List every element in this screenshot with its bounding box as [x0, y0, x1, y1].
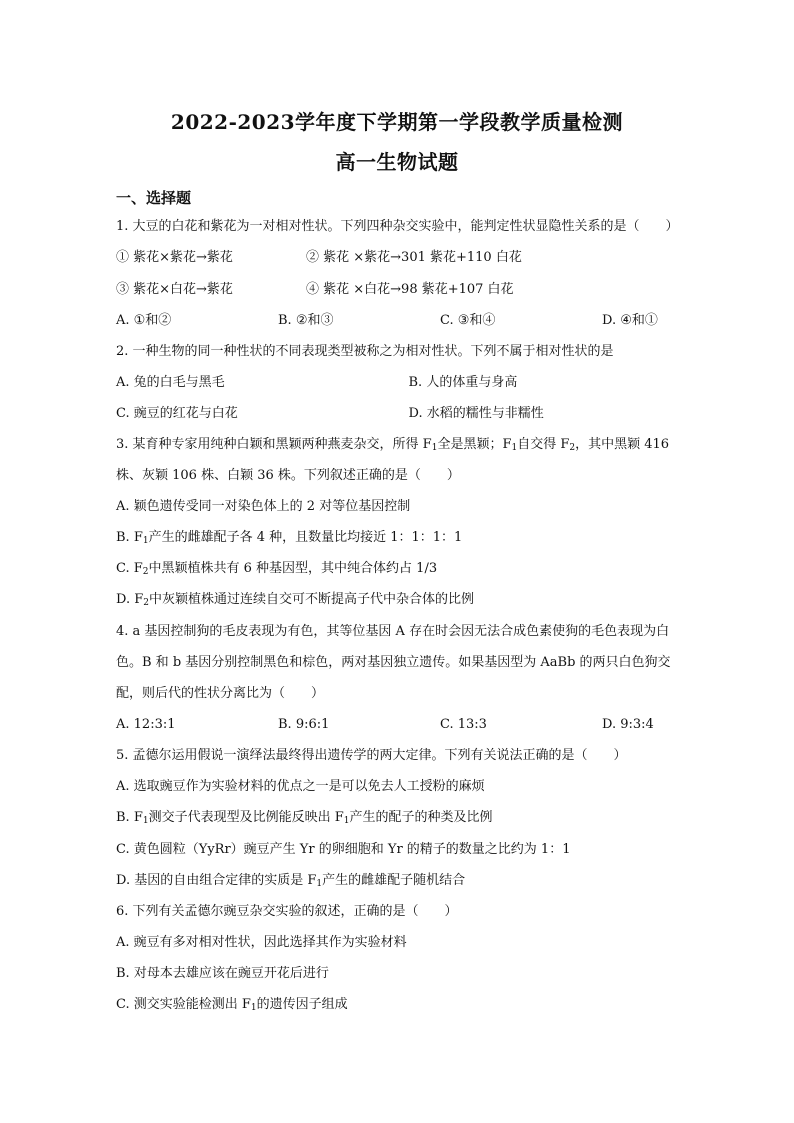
- question-1-option-c: C. ③和④: [440, 313, 496, 328]
- question-1-options: [116, 312, 701, 330]
- question-6-option-b: B. 对母本去雄应该在豌豆开花后进行: [116, 966, 329, 981]
- question-1-item-1: ① 紫花×紫花→紫花: [116, 250, 233, 265]
- question-1-item-4: ④ 紫花 ×白花→98 紫花+107 白花: [306, 282, 514, 297]
- question-1-option-b: B. ②和③: [278, 313, 334, 328]
- question-4-option-d: D. 9:3:4: [602, 717, 654, 732]
- question-6-option-a: A. 豌豆有多对相对性状，因此选择其作为实验材料: [116, 935, 407, 950]
- question-3-option-c: C. $F_2$中黑颖植株共有 6 种基因型，其中纯合体约占 1/3: [116, 561, 438, 577]
- question-4-stem-line-2: 色。B 和 b 基因分别控制黑色和棕色，两对基因独立遗传。如果基因型为 AaBb 的两只白色狗交: [116, 655, 671, 670]
- exam-subtitle: 高一生物试题: [335, 150, 459, 174]
- question-6-stem: 6. 下列有关孟德尔豌豆杂交实验的叙述，正确的是（ ）: [116, 904, 458, 919]
- question-3-option-a: A. 颖色遗传受同一对染色体上的 2 对等位基因控制: [116, 499, 411, 514]
- question-3-option-d: D. $F_2$中灰颖植株通过连续自交可不断提高子代中杂合体的比例: [116, 592, 474, 608]
- question-2-option-d: D. 水稻的糯性与非糯性: [408, 406, 544, 421]
- question-5-option-a: A. 选取豌豆作为实验材料的优点之一是可以免去人工授粉的麻烦: [116, 779, 485, 794]
- question-3-stem-line-1: 3. 某育种专家用纯种白颖和黑颖两种燕麦杂交，所得 $F_1$全是黑颖；$F_1$自交得 $F_2$，其中黑颖 416: [116, 437, 670, 453]
- question-1-item-3: ③ 紫花×白花→紫花: [116, 282, 233, 297]
- exam-title: 2022-2023学年度下学期第一学段教学质量检测: [170, 110, 624, 134]
- question-1-items-row-2: [116, 281, 701, 299]
- question-1-items-row-1: [116, 249, 701, 267]
- question-5-option-d: D. 基因的自由组合定律的实质是 $F_1$产生的雌雄配子随机结合: [116, 873, 466, 889]
- question-2-options-row-2: [116, 405, 701, 423]
- question-5-stem: 5. 孟德尔运用假说一演绎法最终得出遗传学的两大定律。下列有关说法正确的是（ ）: [116, 748, 627, 763]
- question-1-option-d: D. ④和①: [602, 313, 658, 328]
- section-heading: 一、选择题: [116, 189, 192, 207]
- question-1-item-2: ② 紫花 ×紫花→301 紫花+110 白花: [306, 250, 522, 265]
- question-5-option-b: B. $F_1$测交子代表现型及比例能反映出 $F_1$产生的配子的种类及比例: [116, 810, 493, 826]
- question-2-options-row-1: [116, 374, 701, 392]
- question-2-option-b: B. 人的体重与身高: [408, 375, 518, 390]
- question-6-option-c: C. 测交实验能检测出 $F_1$的遗传因子组成: [116, 997, 348, 1013]
- question-4-option-a: A. 12:3:1: [116, 717, 176, 732]
- question-5-option-c: C. 黄色圆粒（YyRr）豌豆产生 Yr 的卵细胞和 Yr 的精子的数量之比约为 1：1: [116, 842, 571, 857]
- question-1-stem: 1. 大豆的白花和紫花为一对相对性状。下列四种杂交实验中，能判定性状显隐性关系的是（ ）: [116, 219, 679, 234]
- question-2-option-a: A. 兔的白毛与黑毛: [116, 375, 225, 390]
- question-2-stem: 2. 一种生物的同一种性状的不同表现类型被称之为相对性状。下列不属于相对性状的是: [116, 344, 614, 359]
- question-4-option-c: C. 13:3: [440, 717, 487, 732]
- question-1-option-a: A. ①和②: [116, 313, 172, 328]
- question-4-stem-line-3: 配，则后代的性状分离比为（ ）: [116, 686, 325, 701]
- question-4-stem-line-1: 4. a 基因控制狗的毛皮表现为有色，其等位基因 A 存在时会因无法合成色素使狗的毛色表现为白: [116, 624, 670, 639]
- question-2-option-c: C. 豌豆的红花与白花: [116, 406, 238, 421]
- question-3-stem-line-2: 株、灰颖 106 株、白颖 36 株。下列叙述正确的是（ ）: [116, 468, 460, 483]
- question-4-option-b: B. 9:6:1: [278, 717, 330, 732]
- question-3-option-b: B. $F_1$产生的雌雄配子各 4 种，且数量比均接近 1：1：1：1: [116, 530, 463, 546]
- question-4-options: [116, 716, 701, 734]
